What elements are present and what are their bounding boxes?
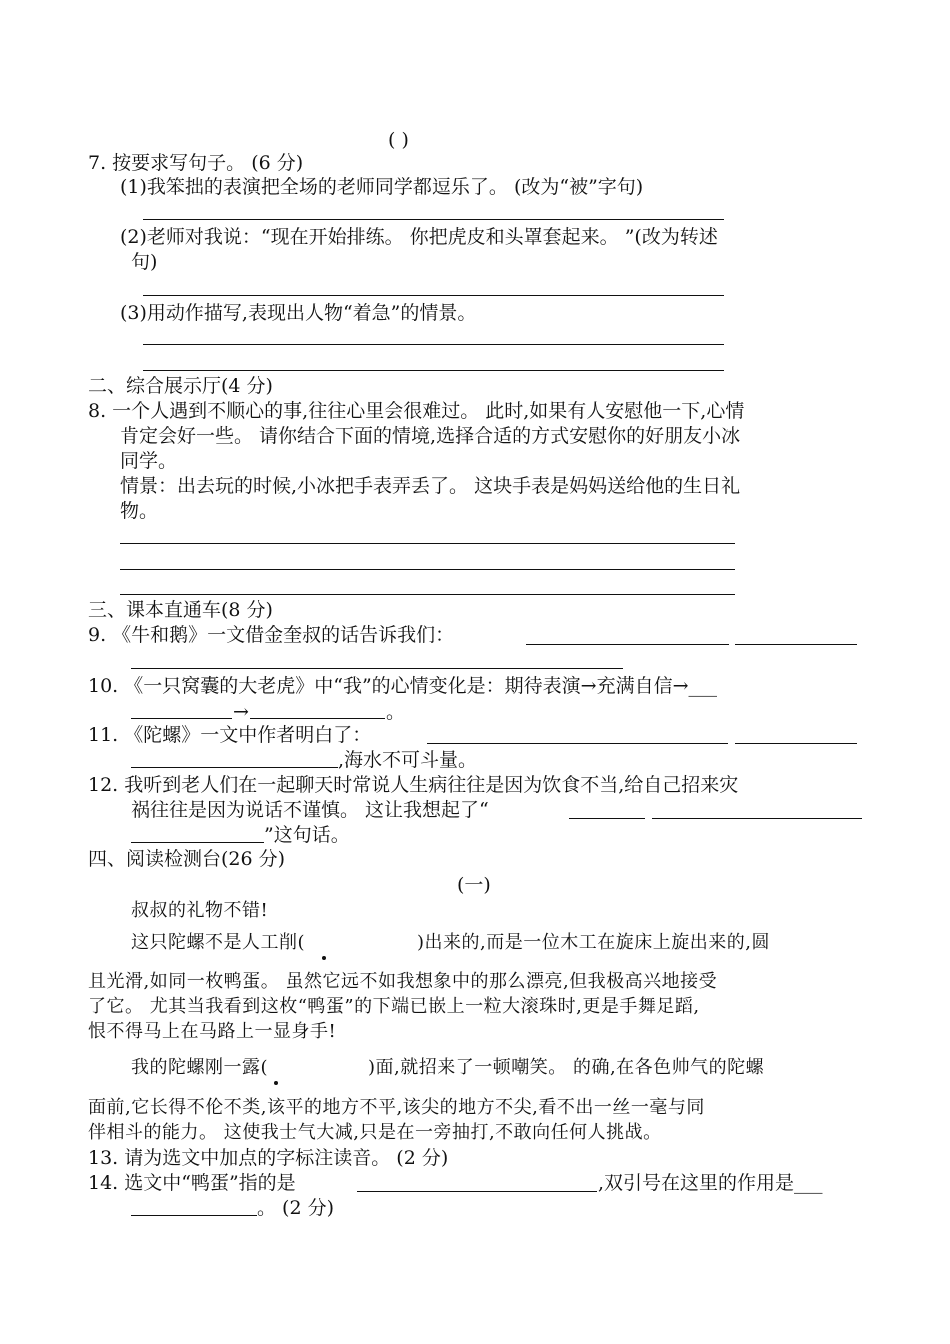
- q13-text: 13. 请为选文中加点的字标注读音。 (2 分): [88, 1147, 449, 1169]
- answer-line[interactable]: [652, 818, 862, 819]
- q8-scenario: 情景：出去玩的时候,小冰把手表弄丢了。 这块手表是妈妈送给他的生日礼: [120, 475, 741, 497]
- answer-line[interactable]: [735, 644, 857, 645]
- q8-text: 肯定会好一些。 请你结合下面的情境,选择合适的方式安慰你的好朋友小冰: [120, 425, 741, 447]
- q10-text: 10. 《一只窝囊的大老虎》中“我”的心情变化是：期待表演→充满自信→___: [88, 675, 718, 697]
- q7-sentence-3: (3)用动作描写,表现出人物“着急”的情景。: [120, 302, 477, 324]
- q11-text: 11. 《陀螺》一文中作者明白了：: [88, 724, 372, 746]
- answer-line[interactable]: [131, 767, 338, 768]
- q7-title: 7. 按要求写句子。 (6 分): [88, 152, 304, 174]
- q14-text: ,双引号在这里的作用是___: [598, 1172, 823, 1194]
- passage-line: 了它。 尤其当我看到这枚“鸭蛋”的下端已嵌上一粒大滚珠时,更是手舞足蹈,: [88, 996, 700, 1017]
- q8-text: 8. 一个人遇到不顺心的事,往往心里会很难过。 此时,如果有人安慰他一下,心情: [88, 400, 745, 422]
- passage-line: 伴相斗的能力。 这使我士气大减,只是在一旁抽打,不敢向任何人挑战。: [88, 1122, 662, 1143]
- q8-text: 同学。: [120, 450, 178, 472]
- q10-end: 。: [386, 701, 406, 723]
- passage-line: 这只陀螺不是人工削(: [131, 932, 306, 953]
- answer-line[interactable]: [526, 644, 729, 645]
- answer-line[interactable]: [131, 668, 623, 669]
- answer-line[interactable]: [120, 543, 735, 544]
- answer-paren: ( ): [388, 129, 409, 151]
- passage-line: 叔叔的礼物不错!: [131, 900, 269, 921]
- answer-line[interactable]: [735, 743, 857, 744]
- answer-line[interactable]: [569, 818, 645, 819]
- answer-line[interactable]: [427, 743, 728, 744]
- q12-text-end: ”这句话。: [264, 824, 350, 846]
- passage-line: 我的陀螺刚一露(: [131, 1057, 269, 1078]
- section-4-title: 四、阅读检测台(26 分): [88, 848, 286, 870]
- section-3-title: 三、课本直通车(8 分): [88, 599, 273, 621]
- passage-line: 面前,它长得不伦不类,该平的地方不平,该尖的地方不尖,看不出一丝一毫与同: [88, 1097, 705, 1118]
- answer-line[interactable]: [131, 718, 232, 719]
- q7-sentence-2: (2)老师对我说：“现在开始排练。 你把虎皮和头罩套起来。 ”(改为转述: [120, 226, 718, 248]
- q8-scenario: 物。: [120, 500, 159, 522]
- passage-line: )出来的,而是一位木工在旋床上旋出来的,圆: [417, 932, 770, 953]
- answer-line[interactable]: [131, 1215, 257, 1216]
- q7-sentence-2-cont: 句): [131, 251, 158, 273]
- answer-line[interactable]: [143, 295, 724, 296]
- answer-line[interactable]: [143, 370, 724, 371]
- arrow-icon: →: [233, 701, 249, 723]
- q12-text: 祸往往是因为说话不谨慎。 这让我想起了“: [131, 799, 489, 821]
- emphasis-dot: [322, 956, 326, 960]
- answer-line[interactable]: [250, 718, 385, 719]
- passage-line: 恨不得马上在马路上一显身手!: [88, 1021, 337, 1042]
- q14-text-end: 。 (2 分): [257, 1197, 334, 1219]
- part-one-label: (一): [457, 874, 491, 896]
- q7-sentence-1: (1)我笨拙的表演把全场的老师同学都逗乐了。 (改为“被”字句): [120, 176, 644, 198]
- q14-text: 14. 选文中“鸭蛋”指的是: [88, 1172, 296, 1194]
- q11-text-end: ,海水不可斗量。: [338, 749, 478, 771]
- answer-line[interactable]: [143, 344, 724, 345]
- answer-line[interactable]: [357, 1191, 597, 1192]
- answer-line[interactable]: [120, 569, 735, 570]
- answer-line[interactable]: [143, 219, 724, 220]
- passage-line: )面,就招来了一顿嘲笑。 的确,在各色帅气的陀螺: [368, 1057, 765, 1078]
- passage-line: 且光滑,如同一枚鸭蛋。 虽然它远不如我想象中的那么漂亮,但我极高兴地接受: [88, 971, 718, 992]
- answer-line[interactable]: [131, 842, 264, 843]
- emphasis-dot: [274, 1081, 278, 1085]
- answer-line[interactable]: [120, 594, 735, 595]
- section-2-title: 二、综合展示厅(4 分): [88, 375, 273, 397]
- q9-text: 9. 《牛和鹅》一文借金奎叔的话告诉我们：: [88, 624, 455, 646]
- q12-text: 12. 我听到老人们在一起聊天时常说人生病往往是因为饮食不当,给自己招来灾: [88, 774, 739, 796]
